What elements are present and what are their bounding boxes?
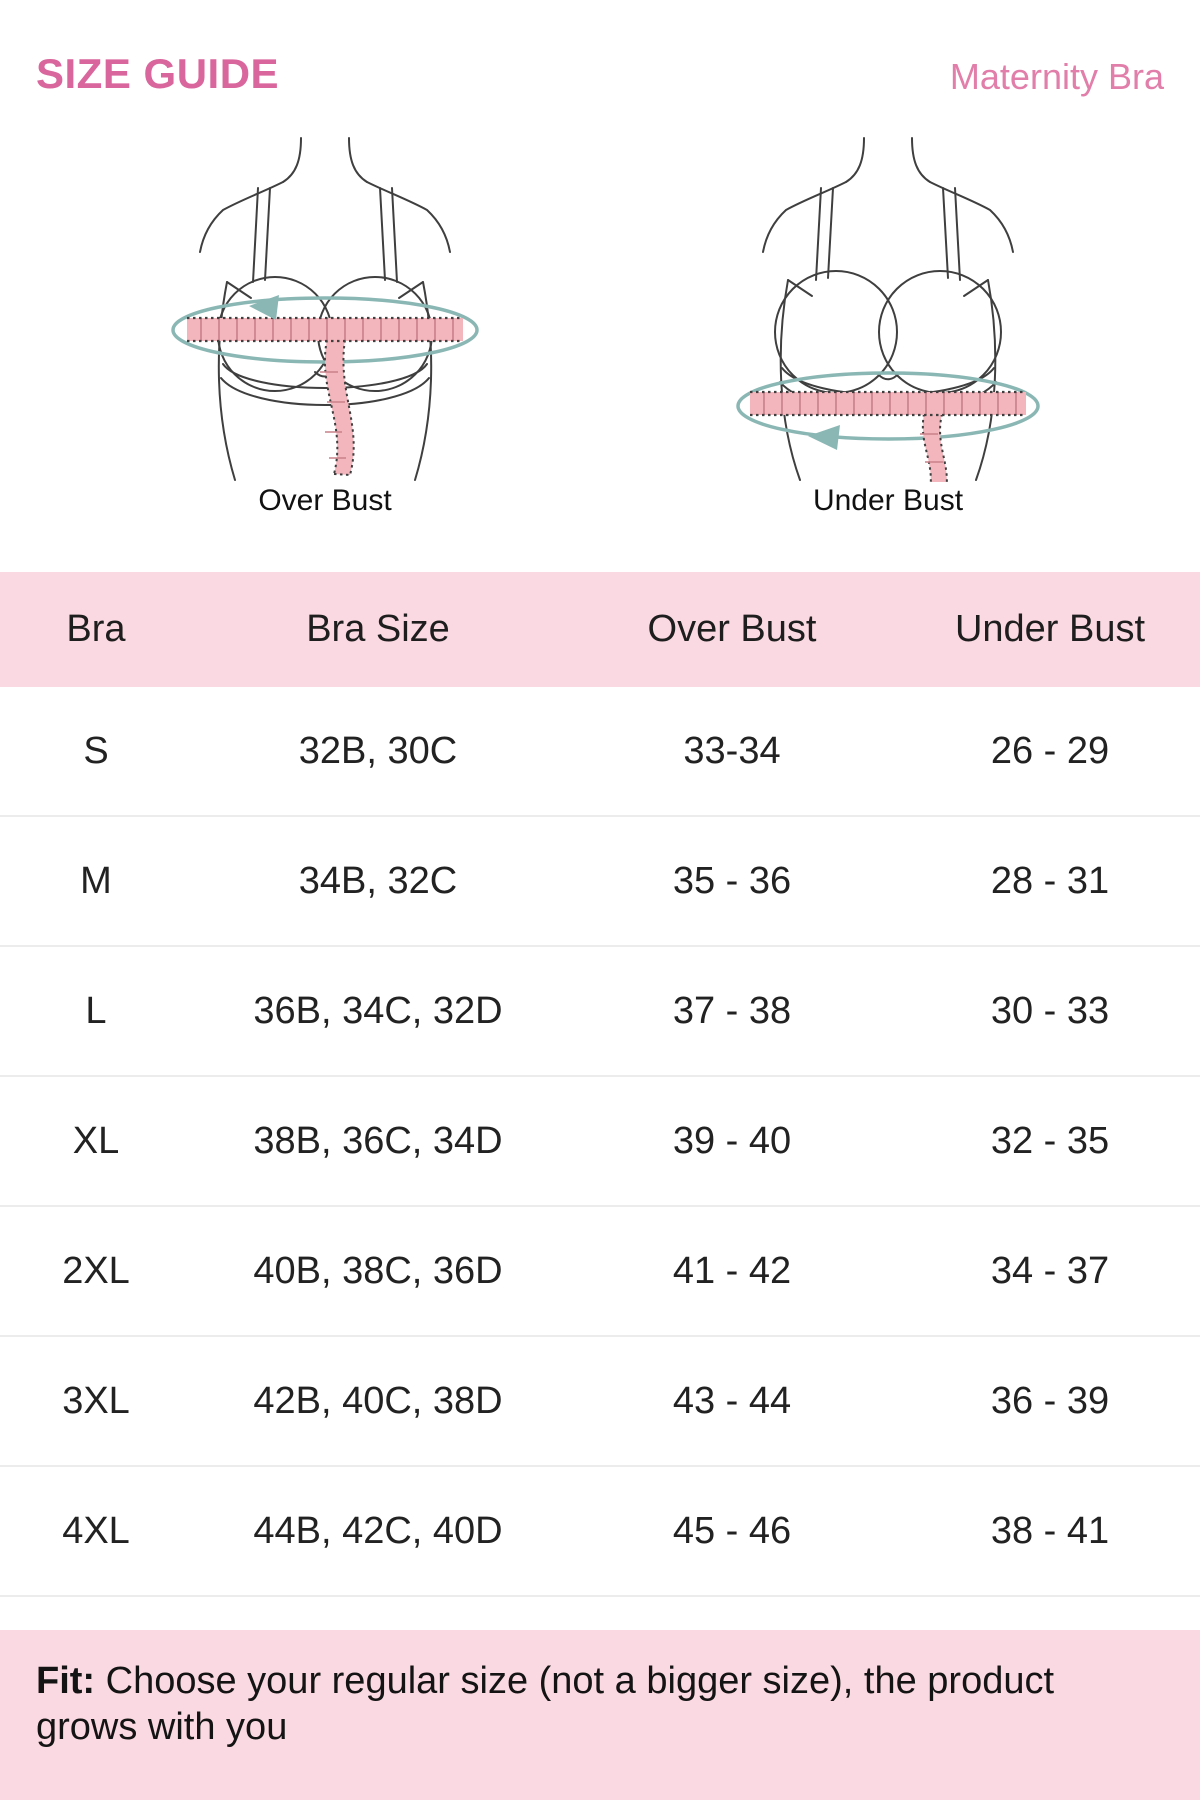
cell-under-bust: 34 - 37: [990, 1249, 1110, 1292]
cell-bra-size: 40B, 38C, 36D: [253, 1249, 503, 1292]
cell-over-bust: 37 - 38: [672, 989, 792, 1032]
cell-bra-size: 36B, 34C, 32D: [253, 989, 503, 1032]
measurement-diagrams: [0, 134, 1200, 518]
cell-bra: L: [85, 989, 107, 1032]
cell-bra-size: 34B, 32C: [298, 859, 458, 902]
column-header-under-bust: Under Bust: [954, 608, 1146, 650]
under-bust-caption: Under Bust: [812, 484, 964, 517]
table-row: [0, 1467, 1200, 1597]
under-bust-diagram-icon: [728, 134, 1048, 482]
table-row: [0, 687, 1200, 817]
cell-under-bust: 30 - 33: [990, 989, 1110, 1032]
cell-under-bust: 26 - 29: [990, 729, 1110, 772]
table-row: [0, 1337, 1200, 1467]
cell-bra: 2XL: [62, 1249, 130, 1292]
cell-under-bust: 38 - 41: [990, 1509, 1110, 1552]
cell-over-bust: 43 - 44: [672, 1379, 792, 1422]
over-bust-diagram-icon: [165, 134, 485, 482]
cell-bra: 4XL: [62, 1509, 130, 1552]
cell-bra: 3XL: [62, 1379, 130, 1422]
table-header-row: [0, 572, 1200, 687]
over-bust-figure: [165, 134, 485, 518]
table-row: [0, 1077, 1200, 1207]
product-name-label: Maternity Bra: [949, 56, 1164, 97]
size-guide-header: [0, 0, 1200, 98]
cell-over-bust: 45 - 46: [672, 1509, 792, 1552]
column-header-bra: Bra: [66, 608, 126, 650]
cell-over-bust: 33-34: [683, 729, 781, 772]
table-row: [0, 817, 1200, 947]
cell-over-bust: 41 - 42: [672, 1249, 792, 1292]
table-row: [0, 1207, 1200, 1337]
cell-under-bust: 32 - 35: [990, 1119, 1110, 1162]
cell-bra: M: [80, 859, 112, 902]
cell-over-bust: 35 - 36: [672, 859, 792, 902]
cell-under-bust: 28 - 31: [990, 859, 1110, 902]
fit-note-text: Choose your regular size (not a bigger size), the product grows with you: [36, 1660, 1055, 1748]
fit-note-label: Fit:: [36, 1660, 96, 1702]
cell-over-bust: 39 - 40: [672, 1119, 792, 1162]
cell-bra-size: 32B, 30C: [298, 729, 458, 772]
cell-bra-size: 44B, 42C, 40D: [253, 1509, 503, 1552]
size-table: [0, 572, 1200, 1597]
page-title: SIZE GUIDE: [36, 50, 280, 97]
cell-bra: S: [83, 729, 109, 772]
over-bust-caption: Over Bust: [258, 484, 392, 517]
cell-bra: XL: [72, 1119, 120, 1162]
cell-bra-size: 38B, 36C, 34D: [253, 1119, 503, 1162]
cell-bra-size: 42B, 40C, 38D: [253, 1379, 503, 1422]
under-bust-figure: [728, 134, 1048, 518]
table-row: [0, 947, 1200, 1077]
column-header-bra-size: Bra Size: [306, 608, 450, 650]
cell-under-bust: 36 - 39: [990, 1379, 1110, 1422]
fit-note: [0, 1630, 1200, 1800]
column-header-over-bust: Over Bust: [647, 608, 817, 650]
